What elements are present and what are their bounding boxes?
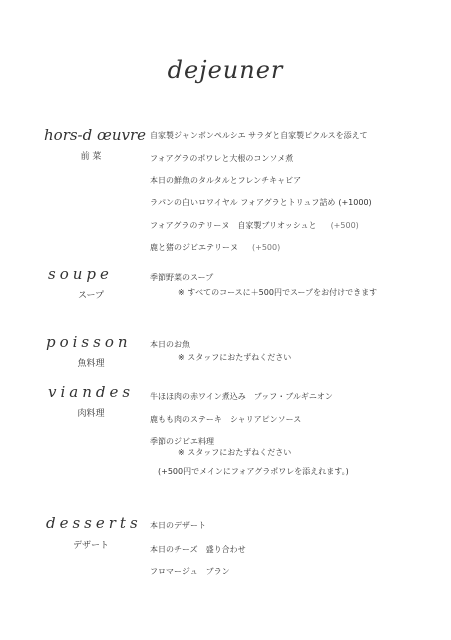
menu-item: 鹿もも肉のステーキ シャリアピンソース bbox=[150, 415, 302, 424]
price-supplement: (+500) bbox=[252, 243, 281, 252]
section-subtitle-poisson: 魚料理 bbox=[77, 359, 105, 369]
menu-item: フォアグラのポワレと大根のコンソメ煮 bbox=[150, 154, 294, 163]
section-title-poisson: poisson bbox=[46, 333, 132, 351]
menu-item: 自家製ジャンボンペルシエ サラダと自家製ピクルスを添えて bbox=[150, 131, 368, 140]
section-title-soupe: soupe bbox=[48, 265, 113, 283]
menu-item-label: ラパンの白いロワイヤル フォアグラとトリュフ詰め bbox=[150, 198, 336, 207]
menu-item-label: 鹿と猪のジビエテリーヌ bbox=[150, 243, 238, 252]
menu-item: 本日のお魚 bbox=[150, 340, 190, 349]
price-supplement: (+500) bbox=[330, 221, 359, 230]
menu-item-with-extra bbox=[150, 220, 359, 231]
section-subtitle-soupe: スープ bbox=[77, 291, 105, 301]
section-subtitle-viandes: 肉料理 bbox=[77, 409, 105, 419]
menu-item: 本日のチーズ 盛り合わせ bbox=[150, 545, 246, 554]
menu-note-foie-gras-option: (+500円でメインにフォアグラポワレを添えれます。) bbox=[158, 467, 349, 476]
section-subtitle-desserts: デザート bbox=[72, 541, 109, 551]
menu-item-with-extra bbox=[150, 242, 280, 253]
section-title-viandes: viandes bbox=[48, 383, 135, 401]
menu-title: dejeuner bbox=[167, 56, 284, 84]
section-title-desserts: desserts bbox=[46, 514, 142, 532]
menu-item: 牛ほほ肉の赤ワイン煮込み ブッフ・ブルギニオン bbox=[150, 392, 333, 401]
price-supplement: (+1000) bbox=[338, 198, 372, 207]
section-title-hors-doeuvre: hors-d œuvre bbox=[44, 126, 147, 144]
menu-item-with-extra bbox=[150, 197, 372, 208]
menu-item: 本日のデザート bbox=[150, 521, 206, 530]
menu-item-label: フォアグラのテリーヌ 自家製ブリオッシュと bbox=[150, 221, 317, 230]
menu-item: 季節野菜のスープ bbox=[150, 273, 214, 282]
section-subtitle-hors-doeuvre: 前 菜 bbox=[80, 152, 102, 162]
menu-item: フロマージュ ブラン bbox=[150, 567, 230, 576]
menu-item: 本日の鮮魚のタルタルとフレンチキャビア bbox=[150, 176, 302, 185]
menu-item: 季節のジビエ料理 bbox=[150, 437, 214, 446]
menu-note: ※ スタッフにおたずねください bbox=[178, 448, 292, 457]
menu-note: ※ スタッフにおたずねください bbox=[178, 353, 292, 362]
menu-note: ※ すべてのコースに＋500円でスープをお付けできます bbox=[178, 288, 378, 297]
